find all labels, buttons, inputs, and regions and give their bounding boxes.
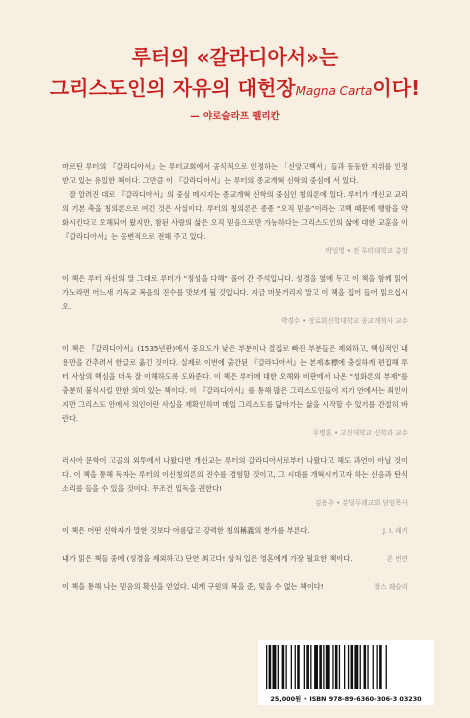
headline-line-2-end: 이다! xyxy=(372,76,421,100)
endorsement-source: 박일영 • 전 루터대학교 총장 xyxy=(325,247,408,255)
barcode-bar xyxy=(360,645,361,689)
endorsement-paragraph: 잘 알려진 대로 『갈라디아서』의 중심 메시지는 종교개혁 신학의 중심인 칭의론에 있다. 루터가 개신교 교리의 기본 축을 칭의론으로 여긴 것은 사실이다. 루터의 칭의론은 종종 “오직 믿음”이라는 고백 때문에 행함을 약화시킨다고 오해되어 왔지만, 참된 사랑의 삶은 오직 믿음으로만 가능하다는 그리스도인의 삶에 대한 교훈을 이 『갈라디아서』는 옹변적으로 전해 주고 있다. xyxy=(62,190,408,241)
barcode-bar xyxy=(269,645,272,689)
endorsement-block xyxy=(62,272,408,328)
barcode-bar xyxy=(282,645,285,689)
short-quote xyxy=(62,580,408,594)
barcode-bar xyxy=(314,645,318,689)
barcode-bar xyxy=(310,645,311,689)
barcode-bar xyxy=(344,645,345,689)
quote-source: J. I. 패커 xyxy=(382,527,408,535)
endorsement-paragraph: 이 책은 루터 자신의 말 그대로 루터가 “정성을 다해” 풀어 간 주석입니다. 성경을 옆에 두고 이 책을 함께 읽어 가노라면 어느새 기독교 복음의 진수를 맛보게 될 것입니다. 지금 머뭇거리지 말고 이 책을 집어 들어 읽으십시오. xyxy=(62,274,408,311)
quote-text: 이 책은 어떤 신학자가 말한 것보다 아름답고 강력한 칭의稱義의 찬가를 부른다. xyxy=(62,526,310,535)
endorsement-paragraph: 마르틴 루터의 『갈라디아서』는 루터교회에서 공식적으로 인정하는 「신앙고백서」들과 동등한 지위를 인정받고 있는 유일한 책이다. 그만큼 이 『갈라디아서』는 루터의 종교개혁 신학의 중심에 서 있다. xyxy=(62,162,408,185)
barcode-bar xyxy=(339,645,340,689)
barcode-bar xyxy=(326,645,330,689)
barcode-bar xyxy=(373,645,374,689)
barcode-bar xyxy=(379,645,382,689)
barcode-bar xyxy=(354,645,358,689)
short-quote xyxy=(62,524,408,538)
quote-text: 이 책을 통해 나는 믿음의 확신을 얻었다. 내게 구원의 복을 준, 잊을 수 없는 책이다! xyxy=(62,582,324,591)
endorsement-paragraph: 이 책은 『갈라디아서』(1535년판)에서 중요도가 낮은 부분이나 결집로 빠진 부분들은 제외하고, 핵심적인 내용만을 간추려서 한글로 옮긴 것이다. 실제로 이번에 출간된 『갈라디아서』는 본제本標에 충실하게 편집해 루터 사상의 핵심을 더욱 잘 이해하도록 도와준다. 이 책은 루터에 대한 오해와 비판에서 나온 “성화론의 부재”를 충분히 불식시킬 만한 의미 있는 책이다. 이 『갈라디아서』를 통해 많은 그리스도인들이 지기 안에서는 죄인이지만 그리스도 안에서 의인이란 사실을 재확인하며 매일 그리스도를 닮아가는 삶을 시작할 수 있기를 간절히 바란다. xyxy=(62,344,408,423)
barcode-bar xyxy=(291,645,292,689)
endorsement-source: 우병훈 • 고신대학교 신학과 교수 xyxy=(312,429,408,437)
endorsement-block xyxy=(62,342,408,440)
barcode-bar xyxy=(364,645,367,689)
barcode-bar xyxy=(286,645,287,689)
endorsement-block xyxy=(62,454,408,510)
endorsement-source: 박경수 • 장로회신학대학교 종교개혁사 교수 xyxy=(281,317,408,325)
price-isbn-bar: 25,000원 • ISBN 978-89-6360-306-3 03230 xyxy=(258,693,434,705)
barcode-bar xyxy=(297,645,300,689)
barcode-bar xyxy=(295,645,296,689)
barcode-bar xyxy=(278,645,279,689)
isbn: ISBN 978-89-6360-306-3 03230 xyxy=(309,695,422,703)
endorsement-source: 김용주 • 분당두레교회 담임목사 xyxy=(315,499,408,507)
barcode-bar xyxy=(367,645,368,689)
barcode-bar xyxy=(273,645,277,689)
barcode-bar xyxy=(332,645,333,689)
barcode-bar xyxy=(335,645,338,689)
barcode-bar xyxy=(323,645,324,689)
barcode-bar xyxy=(351,645,354,689)
price: 25,000원 xyxy=(270,695,302,703)
endorsement-block xyxy=(62,160,408,258)
quote-text: 내가 읽은 책들 중에 (성경을 제외하고) 단연 최고다! 상처 입은 영혼에게 가장 필요한 책이다. xyxy=(62,554,353,563)
headline-attribution: — 야로슬라프 펠리칸 xyxy=(190,111,280,122)
barcode-bar xyxy=(348,645,349,689)
short-quote xyxy=(62,552,408,566)
headline-line-1: 루터의 «갈라디아서»는 xyxy=(131,45,339,69)
barcode-bar xyxy=(266,645,267,689)
barcode-bar xyxy=(377,645,378,689)
barcode-bar xyxy=(319,645,322,689)
headline xyxy=(0,44,470,105)
quote-source: 찰스 웨슬리 xyxy=(374,583,408,591)
barcode-bar xyxy=(304,645,305,689)
headline-line-2 xyxy=(0,74,470,105)
endorsement-paragraph: 러시아 문학이 고골의 외투에서 나왔다면 개신교는 루터의 갈라디아서로부터 나왔다고 해도 과언이 아닐 것이다. 이 책을 통해 독자는 루터의 이신칭의론의 진수를 경험할 것이고, 그 시대를 개혁시키고자 하는 신음과 탄식 소리를 들을 수 있을 것이다. 무조건 일독을 권한다! xyxy=(62,456,408,493)
barcode xyxy=(258,640,434,693)
barcode-bar xyxy=(386,645,387,689)
headline-line-2-main: 그리스도인의 자유의 대헌장 xyxy=(49,76,296,100)
endorsements xyxy=(62,160,408,608)
barcode-bar xyxy=(306,645,309,689)
barcode-graphic xyxy=(264,645,428,689)
quote-source: 존 번연 xyxy=(386,555,408,563)
headline-italic: Magna Carta xyxy=(295,84,373,98)
